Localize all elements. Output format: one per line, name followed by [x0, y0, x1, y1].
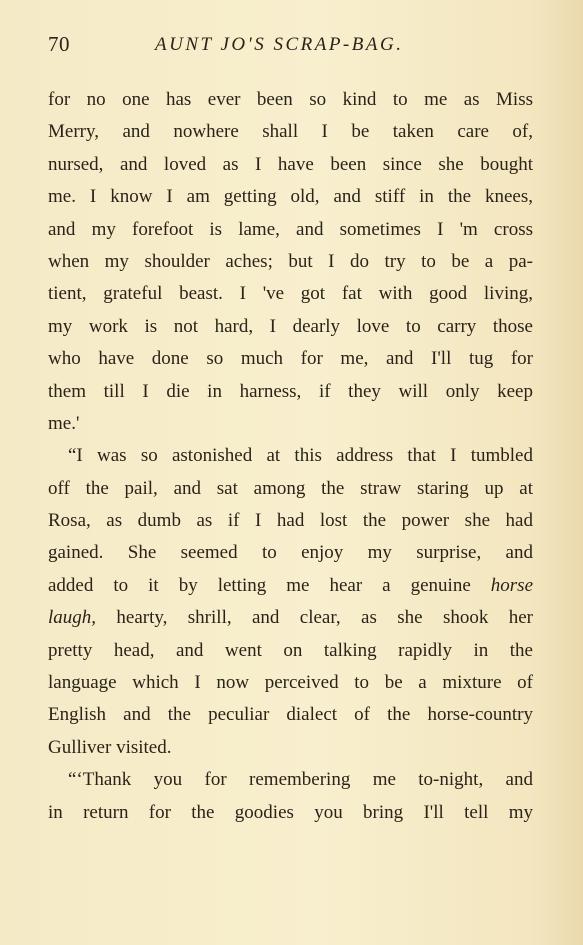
body-text — [48, 84, 533, 829]
text-line: Merry, and nowhere shall I be taken care of, — [48, 121, 533, 143]
text-line: pretty head, and went on talking rapidly in the — [48, 639, 533, 661]
text-line: gained. She seemed to enjoy my surprise, and — [48, 542, 533, 564]
text-line: them till I die in harness, if they will only keep — [48, 380, 533, 402]
text-line: “I was so astonished at this address that I tumbled — [68, 445, 533, 467]
text-segment: added to it by letting me hear a genuine — [48, 574, 471, 596]
text-line: English and the peculiar dialect of the horse-country — [48, 704, 533, 726]
text-line: Gulliver visited. — [48, 736, 172, 758]
text-line: tient, grateful beast. I 've got fat with good living, — [48, 283, 533, 305]
italic-word: horse — [490, 574, 534, 596]
text-segment: hearty, shrill, and clear, as she shook her — [116, 607, 534, 629]
text-line: me.' — [48, 412, 80, 434]
text-line: and my forefoot is lame, and sometimes I 'm cross — [48, 218, 533, 240]
text-line: my work is not hard, I dearly love to carry those — [48, 315, 533, 337]
text-line: “‘Thank you for remembering me to-night, and — [68, 769, 533, 791]
text-line: language which I now perceived to be a mixture of — [48, 672, 533, 694]
page-number: 70 — [48, 32, 70, 56]
italic-word: laugh, — [48, 607, 97, 629]
text-line: in return for the goodies you bring I'll tell my — [48, 801, 533, 823]
text-line: me. I know I am getting old, and stiff in the knees, — [48, 186, 533, 208]
text-line: for no one has ever been so kind to me as Miss — [48, 89, 533, 110]
text-line — [48, 570, 533, 602]
text-line: nursed, and loved as I have been since she bought — [48, 153, 533, 175]
text-line: when my shoulder aches; but I do try to be a pa- — [48, 250, 533, 272]
text-line: Rosa, as dumb as if I had lost the power she had — [48, 510, 533, 532]
text-line: off the pail, and sat among the straw staring up at — [48, 477, 533, 499]
running-head: AUNT JO'S SCRAP-BAG. — [155, 34, 404, 55]
text-line: who have done so much for me, and I'll tug for — [48, 348, 533, 370]
text-line — [48, 602, 533, 634]
